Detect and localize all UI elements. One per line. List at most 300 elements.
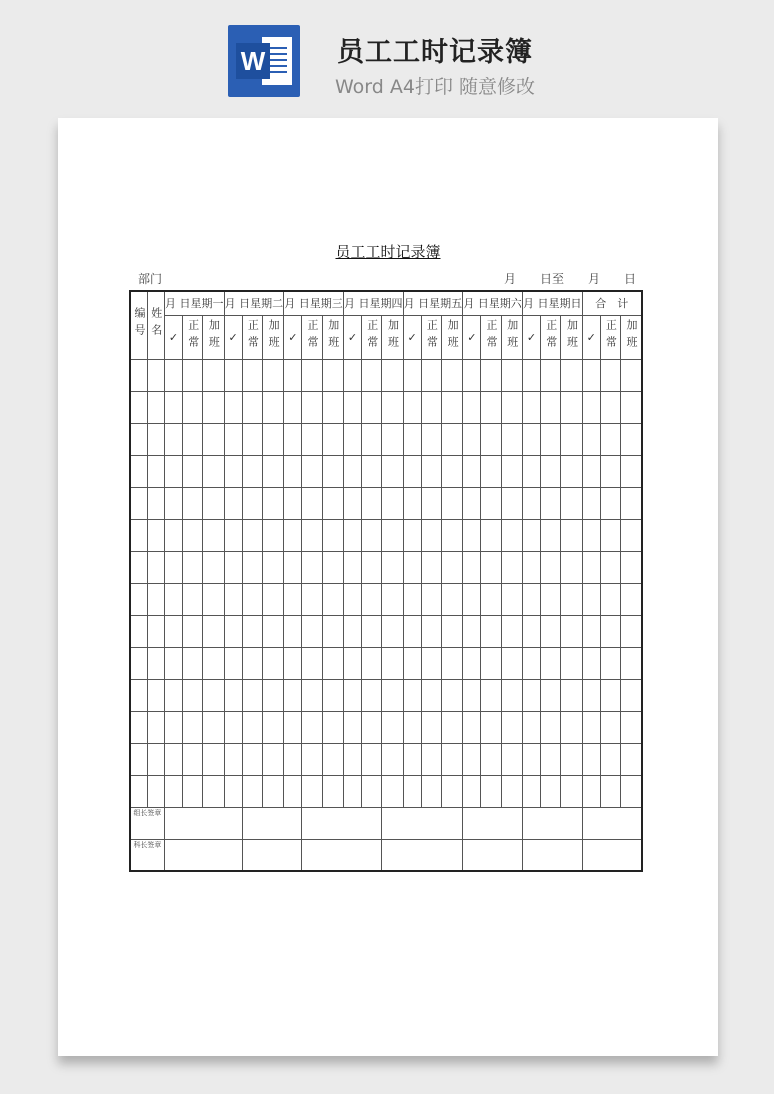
table-cell[interactable]	[343, 359, 361, 391]
table-cell[interactable]	[501, 487, 522, 519]
table-cell[interactable]	[403, 455, 421, 487]
table-cell[interactable]	[481, 423, 501, 455]
table-cell[interactable]	[441, 743, 462, 775]
table-cell[interactable]	[541, 711, 561, 743]
table-cell[interactable]	[203, 487, 224, 519]
table-cell[interactable]	[582, 583, 600, 615]
table-cell[interactable]	[382, 455, 403, 487]
table-cell[interactable]	[262, 743, 283, 775]
table-cell[interactable]	[421, 647, 441, 679]
table-cell[interactable]	[561, 711, 582, 743]
table-cell[interactable]	[362, 391, 382, 423]
table-cell[interactable]	[501, 423, 522, 455]
table-cell[interactable]	[441, 359, 462, 391]
table-cell[interactable]	[147, 551, 164, 583]
signature-cell[interactable]	[382, 839, 463, 871]
table-cell[interactable]	[130, 679, 147, 711]
table-cell[interactable]	[224, 551, 242, 583]
table-cell[interactable]	[382, 743, 403, 775]
table-cell[interactable]	[362, 743, 382, 775]
table-cell[interactable]	[382, 359, 403, 391]
table-cell[interactable]	[203, 391, 224, 423]
table-cell[interactable]	[481, 775, 501, 807]
table-cell[interactable]	[147, 775, 164, 807]
table-cell[interactable]	[203, 679, 224, 711]
table-cell[interactable]	[203, 359, 224, 391]
table-cell[interactable]	[242, 359, 262, 391]
table-cell[interactable]	[403, 615, 421, 647]
table-cell[interactable]	[284, 679, 302, 711]
table-cell[interactable]	[130, 391, 147, 423]
table-cell[interactable]	[621, 519, 643, 551]
table-cell[interactable]	[224, 391, 242, 423]
table-cell[interactable]	[284, 647, 302, 679]
table-cell[interactable]	[262, 391, 283, 423]
table-cell[interactable]	[522, 487, 540, 519]
table-cell[interactable]	[203, 455, 224, 487]
table-cell[interactable]	[362, 583, 382, 615]
table-cell[interactable]	[262, 711, 283, 743]
table-cell[interactable]	[322, 743, 343, 775]
table-cell[interactable]	[403, 711, 421, 743]
table-cell[interactable]	[203, 551, 224, 583]
table-cell[interactable]	[621, 775, 643, 807]
table-cell[interactable]	[302, 583, 322, 615]
table-cell[interactable]	[284, 455, 302, 487]
table-cell[interactable]	[302, 359, 322, 391]
table-cell[interactable]	[284, 391, 302, 423]
table-cell[interactable]	[621, 487, 643, 519]
table-cell[interactable]	[403, 519, 421, 551]
table-cell[interactable]	[561, 519, 582, 551]
table-cell[interactable]	[203, 519, 224, 551]
table-cell[interactable]	[242, 487, 262, 519]
table-cell[interactable]	[322, 551, 343, 583]
table-cell[interactable]	[463, 423, 481, 455]
table-cell[interactable]	[441, 711, 462, 743]
table-cell[interactable]	[183, 615, 203, 647]
table-cell[interactable]	[541, 487, 561, 519]
table-cell[interactable]	[284, 359, 302, 391]
signature-cell[interactable]	[382, 807, 463, 839]
table-cell[interactable]	[561, 775, 582, 807]
table-cell[interactable]	[343, 455, 361, 487]
table-cell[interactable]	[262, 775, 283, 807]
table-cell[interactable]	[302, 679, 322, 711]
table-cell[interactable]	[561, 679, 582, 711]
table-cell[interactable]	[183, 455, 203, 487]
table-cell[interactable]	[441, 487, 462, 519]
table-cell[interactable]	[501, 583, 522, 615]
table-cell[interactable]	[362, 711, 382, 743]
table-cell[interactable]	[343, 711, 361, 743]
table-cell[interactable]	[284, 615, 302, 647]
table-cell[interactable]	[343, 647, 361, 679]
table-cell[interactable]	[421, 551, 441, 583]
table-cell[interactable]	[421, 487, 441, 519]
table-cell[interactable]	[130, 615, 147, 647]
table-cell[interactable]	[501, 743, 522, 775]
table-cell[interactable]	[164, 615, 182, 647]
table-cell[interactable]	[262, 455, 283, 487]
table-cell[interactable]	[147, 679, 164, 711]
signature-cell[interactable]	[242, 839, 302, 871]
table-cell[interactable]	[522, 391, 540, 423]
table-cell[interactable]	[242, 423, 262, 455]
table-cell[interactable]	[224, 615, 242, 647]
table-cell[interactable]	[421, 423, 441, 455]
table-cell[interactable]	[600, 647, 620, 679]
table-cell[interactable]	[382, 615, 403, 647]
table-cell[interactable]	[284, 711, 302, 743]
table-cell[interactable]	[362, 775, 382, 807]
table-cell[interactable]	[130, 423, 147, 455]
table-cell[interactable]	[522, 615, 540, 647]
table-cell[interactable]	[203, 423, 224, 455]
table-cell[interactable]	[600, 519, 620, 551]
table-cell[interactable]	[224, 423, 242, 455]
table-cell[interactable]	[463, 679, 481, 711]
table-cell[interactable]	[582, 679, 600, 711]
table-cell[interactable]	[242, 519, 262, 551]
table-cell[interactable]	[600, 551, 620, 583]
table-cell[interactable]	[621, 615, 643, 647]
table-cell[interactable]	[382, 583, 403, 615]
table-cell[interactable]	[284, 583, 302, 615]
table-cell[interactable]	[463, 359, 481, 391]
table-cell[interactable]	[481, 455, 501, 487]
signature-cell[interactable]	[582, 839, 642, 871]
table-cell[interactable]	[164, 551, 182, 583]
table-cell[interactable]	[600, 583, 620, 615]
table-cell[interactable]	[224, 487, 242, 519]
table-cell[interactable]	[441, 391, 462, 423]
table-cell[interactable]	[183, 647, 203, 679]
table-cell[interactable]	[242, 743, 262, 775]
table-cell[interactable]	[302, 647, 322, 679]
table-cell[interactable]	[501, 647, 522, 679]
table-cell[interactable]	[600, 711, 620, 743]
table-cell[interactable]	[343, 519, 361, 551]
table-cell[interactable]	[302, 391, 322, 423]
table-cell[interactable]	[130, 583, 147, 615]
table-cell[interactable]	[147, 647, 164, 679]
table-cell[interactable]	[284, 423, 302, 455]
table-cell[interactable]	[501, 775, 522, 807]
table-cell[interactable]	[322, 391, 343, 423]
table-cell[interactable]	[541, 583, 561, 615]
table-cell[interactable]	[262, 647, 283, 679]
table-cell[interactable]	[130, 359, 147, 391]
table-cell[interactable]	[403, 679, 421, 711]
table-cell[interactable]	[541, 423, 561, 455]
table-cell[interactable]	[481, 615, 501, 647]
table-cell[interactable]	[203, 615, 224, 647]
table-cell[interactable]	[322, 615, 343, 647]
table-cell[interactable]	[203, 647, 224, 679]
table-cell[interactable]	[582, 743, 600, 775]
table-cell[interactable]	[441, 583, 462, 615]
table-cell[interactable]	[541, 743, 561, 775]
table-cell[interactable]	[164, 711, 182, 743]
signature-cell[interactable]	[522, 807, 582, 839]
table-cell[interactable]	[262, 359, 283, 391]
table-cell[interactable]	[481, 583, 501, 615]
table-cell[interactable]	[147, 487, 164, 519]
table-cell[interactable]	[582, 487, 600, 519]
table-cell[interactable]	[463, 583, 481, 615]
table-cell[interactable]	[343, 615, 361, 647]
table-cell[interactable]	[403, 583, 421, 615]
table-cell[interactable]	[224, 359, 242, 391]
table-cell[interactable]	[421, 743, 441, 775]
table-cell[interactable]	[561, 423, 582, 455]
table-cell[interactable]	[441, 519, 462, 551]
table-cell[interactable]	[501, 359, 522, 391]
table-cell[interactable]	[621, 423, 643, 455]
table-cell[interactable]	[242, 711, 262, 743]
table-cell[interactable]	[541, 359, 561, 391]
table-cell[interactable]	[522, 743, 540, 775]
table-cell[interactable]	[541, 679, 561, 711]
table-cell[interactable]	[561, 583, 582, 615]
table-cell[interactable]	[242, 679, 262, 711]
signature-cell[interactable]	[463, 807, 523, 839]
table-cell[interactable]	[147, 711, 164, 743]
table-cell[interactable]	[322, 647, 343, 679]
signature-cell[interactable]	[302, 839, 382, 871]
table-cell[interactable]	[463, 615, 481, 647]
table-cell[interactable]	[421, 583, 441, 615]
table-cell[interactable]	[262, 551, 283, 583]
table-cell[interactable]	[522, 583, 540, 615]
table-cell[interactable]	[343, 487, 361, 519]
table-cell[interactable]	[582, 551, 600, 583]
table-cell[interactable]	[362, 679, 382, 711]
table-cell[interactable]	[130, 551, 147, 583]
table-cell[interactable]	[421, 711, 441, 743]
table-cell[interactable]	[582, 775, 600, 807]
table-cell[interactable]	[147, 455, 164, 487]
table-cell[interactable]	[600, 455, 620, 487]
table-cell[interactable]	[621, 551, 643, 583]
table-cell[interactable]	[481, 519, 501, 551]
table-cell[interactable]	[441, 423, 462, 455]
table-cell[interactable]	[262, 519, 283, 551]
table-cell[interactable]	[183, 551, 203, 583]
table-cell[interactable]	[582, 391, 600, 423]
table-cell[interactable]	[224, 519, 242, 551]
table-cell[interactable]	[522, 455, 540, 487]
table-cell[interactable]	[382, 487, 403, 519]
table-cell[interactable]	[242, 647, 262, 679]
table-cell[interactable]	[441, 679, 462, 711]
table-cell[interactable]	[302, 711, 322, 743]
table-cell[interactable]	[522, 679, 540, 711]
table-cell[interactable]	[522, 551, 540, 583]
table-cell[interactable]	[322, 423, 343, 455]
table-cell[interactable]	[284, 743, 302, 775]
table-cell[interactable]	[481, 551, 501, 583]
table-cell[interactable]	[441, 775, 462, 807]
table-cell[interactable]	[382, 551, 403, 583]
table-cell[interactable]	[322, 359, 343, 391]
table-cell[interactable]	[203, 775, 224, 807]
table-cell[interactable]	[224, 775, 242, 807]
table-cell[interactable]	[322, 583, 343, 615]
table-cell[interactable]	[522, 775, 540, 807]
table-cell[interactable]	[600, 743, 620, 775]
table-cell[interactable]	[147, 583, 164, 615]
table-cell[interactable]	[421, 359, 441, 391]
table-cell[interactable]	[421, 679, 441, 711]
table-cell[interactable]	[382, 423, 403, 455]
table-cell[interactable]	[621, 679, 643, 711]
table-cell[interactable]	[403, 391, 421, 423]
signature-cell[interactable]	[463, 839, 523, 871]
table-cell[interactable]	[262, 583, 283, 615]
table-cell[interactable]	[600, 359, 620, 391]
table-cell[interactable]	[522, 519, 540, 551]
table-cell[interactable]	[522, 647, 540, 679]
table-cell[interactable]	[164, 359, 182, 391]
table-cell[interactable]	[421, 615, 441, 647]
table-cell[interactable]	[362, 455, 382, 487]
table-cell[interactable]	[463, 647, 481, 679]
table-cell[interactable]	[582, 711, 600, 743]
table-cell[interactable]	[302, 551, 322, 583]
table-cell[interactable]	[183, 679, 203, 711]
table-cell[interactable]	[203, 583, 224, 615]
table-cell[interactable]	[541, 775, 561, 807]
table-cell[interactable]	[382, 391, 403, 423]
table-cell[interactable]	[302, 519, 322, 551]
table-cell[interactable]	[561, 359, 582, 391]
table-cell[interactable]	[541, 647, 561, 679]
table-cell[interactable]	[242, 551, 262, 583]
table-cell[interactable]	[421, 519, 441, 551]
table-cell[interactable]	[183, 583, 203, 615]
table-cell[interactable]	[501, 519, 522, 551]
table-cell[interactable]	[501, 711, 522, 743]
table-cell[interactable]	[242, 455, 262, 487]
table-cell[interactable]	[362, 615, 382, 647]
table-cell[interactable]	[203, 711, 224, 743]
table-cell[interactable]	[343, 423, 361, 455]
table-cell[interactable]	[183, 487, 203, 519]
table-cell[interactable]	[481, 743, 501, 775]
table-cell[interactable]	[183, 519, 203, 551]
table-cell[interactable]	[441, 647, 462, 679]
table-cell[interactable]	[501, 679, 522, 711]
table-cell[interactable]	[621, 359, 643, 391]
table-cell[interactable]	[284, 551, 302, 583]
table-cell[interactable]	[164, 391, 182, 423]
table-cell[interactable]	[621, 711, 643, 743]
table-cell[interactable]	[600, 615, 620, 647]
table-cell[interactable]	[224, 455, 242, 487]
table-cell[interactable]	[421, 775, 441, 807]
table-cell[interactable]	[284, 519, 302, 551]
table-cell[interactable]	[403, 775, 421, 807]
table-cell[interactable]	[362, 551, 382, 583]
table-cell[interactable]	[561, 615, 582, 647]
table-cell[interactable]	[582, 519, 600, 551]
table-cell[interactable]	[421, 391, 441, 423]
signature-cell[interactable]	[522, 839, 582, 871]
table-cell[interactable]	[242, 775, 262, 807]
table-cell[interactable]	[262, 679, 283, 711]
table-cell[interactable]	[262, 423, 283, 455]
table-cell[interactable]	[183, 423, 203, 455]
table-cell[interactable]	[164, 679, 182, 711]
table-cell[interactable]	[164, 487, 182, 519]
table-cell[interactable]	[501, 391, 522, 423]
table-cell[interactable]	[403, 743, 421, 775]
table-cell[interactable]	[463, 551, 481, 583]
signature-cell[interactable]	[164, 807, 242, 839]
table-cell[interactable]	[582, 455, 600, 487]
table-cell[interactable]	[164, 583, 182, 615]
table-cell[interactable]	[362, 423, 382, 455]
table-cell[interactable]	[343, 551, 361, 583]
table-cell[interactable]	[382, 647, 403, 679]
table-cell[interactable]	[421, 455, 441, 487]
table-cell[interactable]	[302, 423, 322, 455]
table-cell[interactable]	[224, 583, 242, 615]
table-cell[interactable]	[382, 519, 403, 551]
table-cell[interactable]	[481, 359, 501, 391]
signature-cell[interactable]	[242, 807, 302, 839]
table-cell[interactable]	[463, 391, 481, 423]
table-cell[interactable]	[621, 455, 643, 487]
table-cell[interactable]	[501, 551, 522, 583]
table-cell[interactable]	[130, 519, 147, 551]
table-cell[interactable]	[582, 359, 600, 391]
table-cell[interactable]	[561, 743, 582, 775]
table-cell[interactable]	[561, 647, 582, 679]
table-cell[interactable]	[224, 743, 242, 775]
table-cell[interactable]	[403, 647, 421, 679]
table-cell[interactable]	[147, 423, 164, 455]
table-cell[interactable]	[541, 391, 561, 423]
table-cell[interactable]	[242, 583, 262, 615]
signature-cell[interactable]	[582, 807, 642, 839]
table-cell[interactable]	[164, 423, 182, 455]
signature-cell[interactable]	[164, 839, 242, 871]
table-cell[interactable]	[164, 743, 182, 775]
table-cell[interactable]	[322, 711, 343, 743]
table-cell[interactable]	[302, 775, 322, 807]
table-cell[interactable]	[481, 647, 501, 679]
table-cell[interactable]	[302, 487, 322, 519]
table-cell[interactable]	[481, 679, 501, 711]
table-cell[interactable]	[621, 647, 643, 679]
table-cell[interactable]	[403, 551, 421, 583]
table-cell[interactable]	[441, 615, 462, 647]
table-cell[interactable]	[621, 583, 643, 615]
table-cell[interactable]	[382, 775, 403, 807]
table-cell[interactable]	[147, 519, 164, 551]
table-cell[interactable]	[362, 647, 382, 679]
table-cell[interactable]	[147, 391, 164, 423]
table-cell[interactable]	[501, 615, 522, 647]
table-cell[interactable]	[302, 743, 322, 775]
table-cell[interactable]	[302, 615, 322, 647]
table-cell[interactable]	[600, 487, 620, 519]
table-cell[interactable]	[463, 455, 481, 487]
table-cell[interactable]	[130, 775, 147, 807]
